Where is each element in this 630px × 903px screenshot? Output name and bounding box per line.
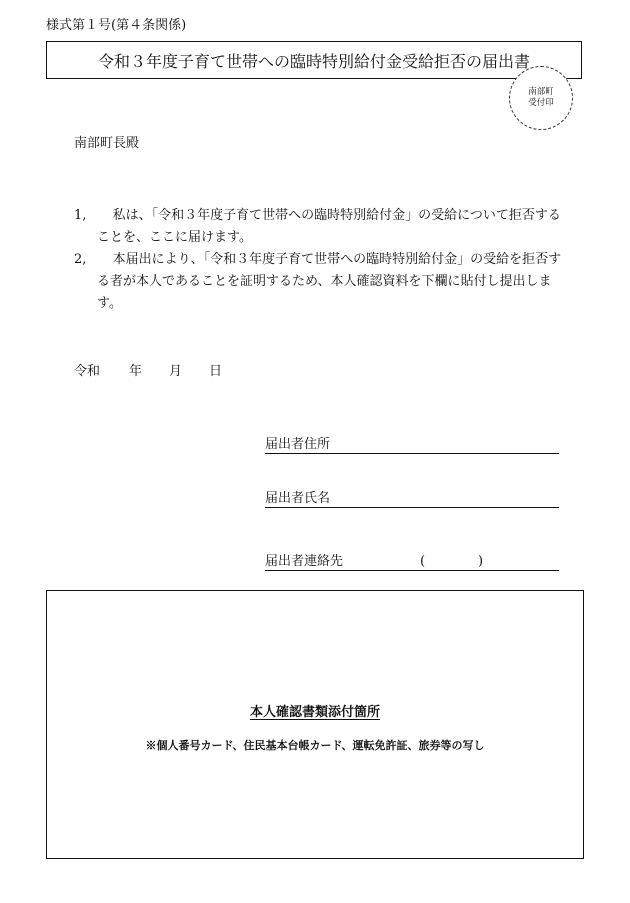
date-era: 令和 (74, 364, 101, 379)
item-number: 1, (74, 208, 87, 223)
stamp-town-name: 南部町 (528, 87, 554, 97)
statement-item-2 (74, 249, 564, 315)
attachment-title: 本人確認書類添付箇所 (249, 705, 380, 720)
id-document-attachment-area (46, 590, 584, 859)
item-text: 私は、「令和３年度子育て世帯への臨時特別給付金」の受給について拒否することを、ここに届けます。 (97, 208, 561, 245)
item-number: 2, (74, 252, 87, 267)
date-row (74, 360, 249, 379)
form-number: 様式第１号(第４条関係) (46, 18, 187, 33)
contact-label: 届出者連絡先 (265, 554, 344, 569)
date-year: 年 (129, 364, 143, 379)
attachment-note: ※個人番号カード、住民基本台帳カード、運転免許証、旅券等の写し (145, 739, 485, 752)
document-title: 令和３年度子育て世帯への臨時特別給付金受給拒否の届出書 (97, 51, 530, 71)
contact-paren-close: ) (478, 554, 484, 569)
item-text: 本届出により、「令和３年度子育て世帯への臨時特別給付金」の受給を拒否する者が本人であることを証明するため、本人確認資料を下欄に貼付し提出します。 (97, 252, 562, 311)
contact-paren-open: ( (420, 554, 426, 569)
stamp-reception-label: 受付印 (528, 98, 554, 108)
name-field[interactable] (265, 486, 559, 508)
reception-stamp-circle (509, 66, 573, 130)
document-title-box (46, 41, 582, 79)
statement-item-1 (74, 205, 564, 249)
addressee: 南部町長殿 (74, 136, 140, 151)
date-day: 日 (209, 364, 223, 379)
name-label: 届出者氏名 (265, 491, 331, 506)
address-field[interactable] (265, 432, 559, 454)
address-label: 届出者住所 (265, 437, 331, 452)
contact-field[interactable] (265, 549, 559, 571)
date-month: 月 (169, 364, 183, 379)
